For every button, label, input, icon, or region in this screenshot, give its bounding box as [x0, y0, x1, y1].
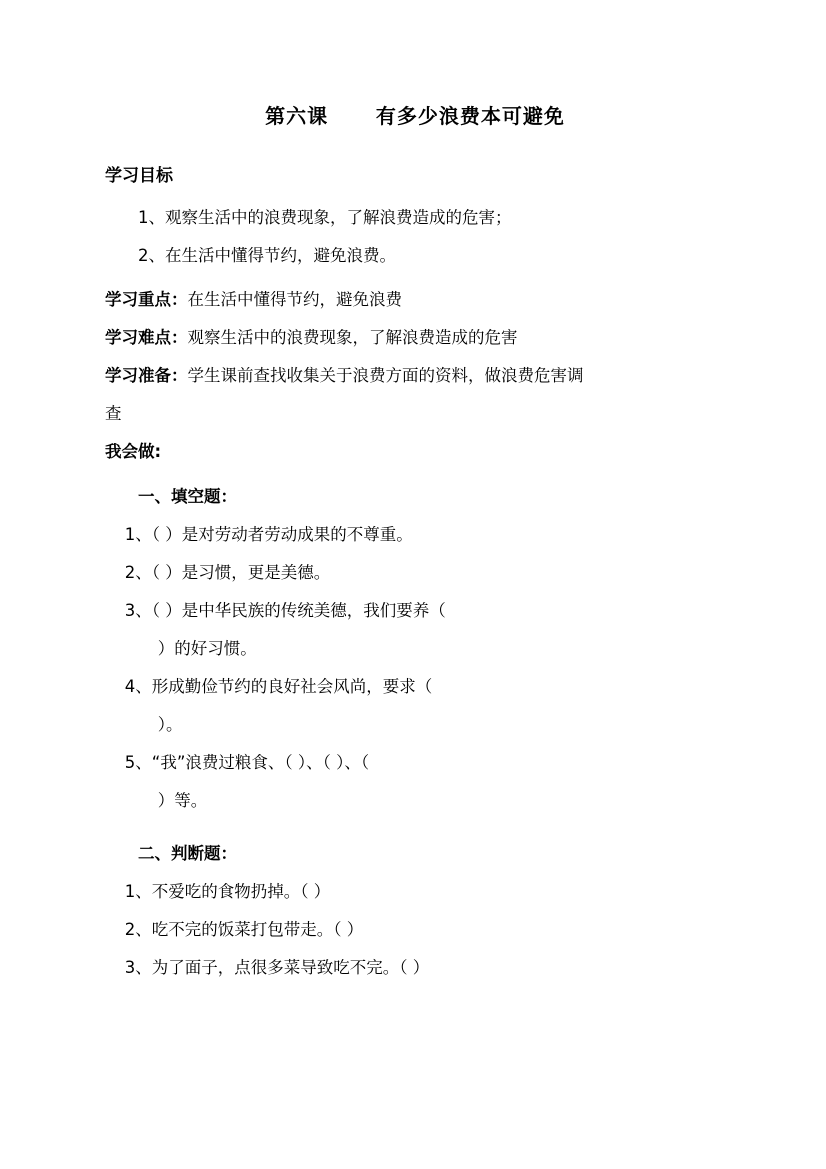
fill-question: 3、（ ）是中华民族的传统美德，我们要养（ [124, 601, 446, 621]
practice-heading: 我会做: [105, 441, 162, 461]
preparation-text: 学生课前查找收集关于浪费方面的资料，做浪费危害调 [187, 365, 584, 385]
learning-objectives-heading: 学习目标 [105, 166, 173, 186]
fill-question-cont: ）。 [157, 714, 183, 734]
key-point-label: 学习重点： [105, 289, 188, 309]
preparation-line [105, 357, 725, 395]
difficulty-text: 观察生活中的浪费现象，了解浪费造成的危害 [187, 327, 518, 347]
document-body [105, 100, 725, 987]
difficulty-label: 学习难点： [105, 327, 188, 347]
fill-question: 4、形成勤俭节约的良好社会风尚，要求（ [124, 676, 433, 696]
objective-item: 1、观察生活中的浪费现象，了解浪费造成的危害； [138, 208, 512, 227]
fill-question-cont: ）的好习惯。 [157, 638, 257, 658]
judgement-question: 1、不爱吃的食物扔掉。（ ） [124, 882, 331, 902]
preparation-line-cont: 查 [105, 403, 122, 423]
key-point-text: 在生活中懂得节约，避免浪费 [187, 289, 402, 309]
page-title: 第六课 有多少浪费本可避免 [265, 104, 565, 128]
fill-question: 1、（ ）是对劳动者劳动成果的不尊重。 [124, 525, 413, 545]
key-point-line [105, 281, 725, 319]
judgement-question: 2、吃不完的饭菜打包带走。（ ） [124, 920, 364, 940]
fill-question-cont: ）等。 [157, 790, 208, 810]
section-judgement-heading: 二、判断题： [138, 843, 237, 863]
fill-question: 5、“我”浪费过粮食、（ ）、（ ）、（ [124, 752, 370, 772]
preparation-label: 学习准备： [105, 365, 188, 385]
difficulty-line [105, 319, 725, 357]
objective-item: 2、在生活中懂得节约，避免浪费。 [138, 245, 396, 265]
section-fill-in-blank-heading: 一、填空题： [138, 486, 237, 506]
judgement-question: 3、为了面子，点很多菜导致吃不完。（ ） [124, 958, 430, 978]
fill-question: 2、（ ）是习惯，更是美德。 [124, 563, 331, 583]
